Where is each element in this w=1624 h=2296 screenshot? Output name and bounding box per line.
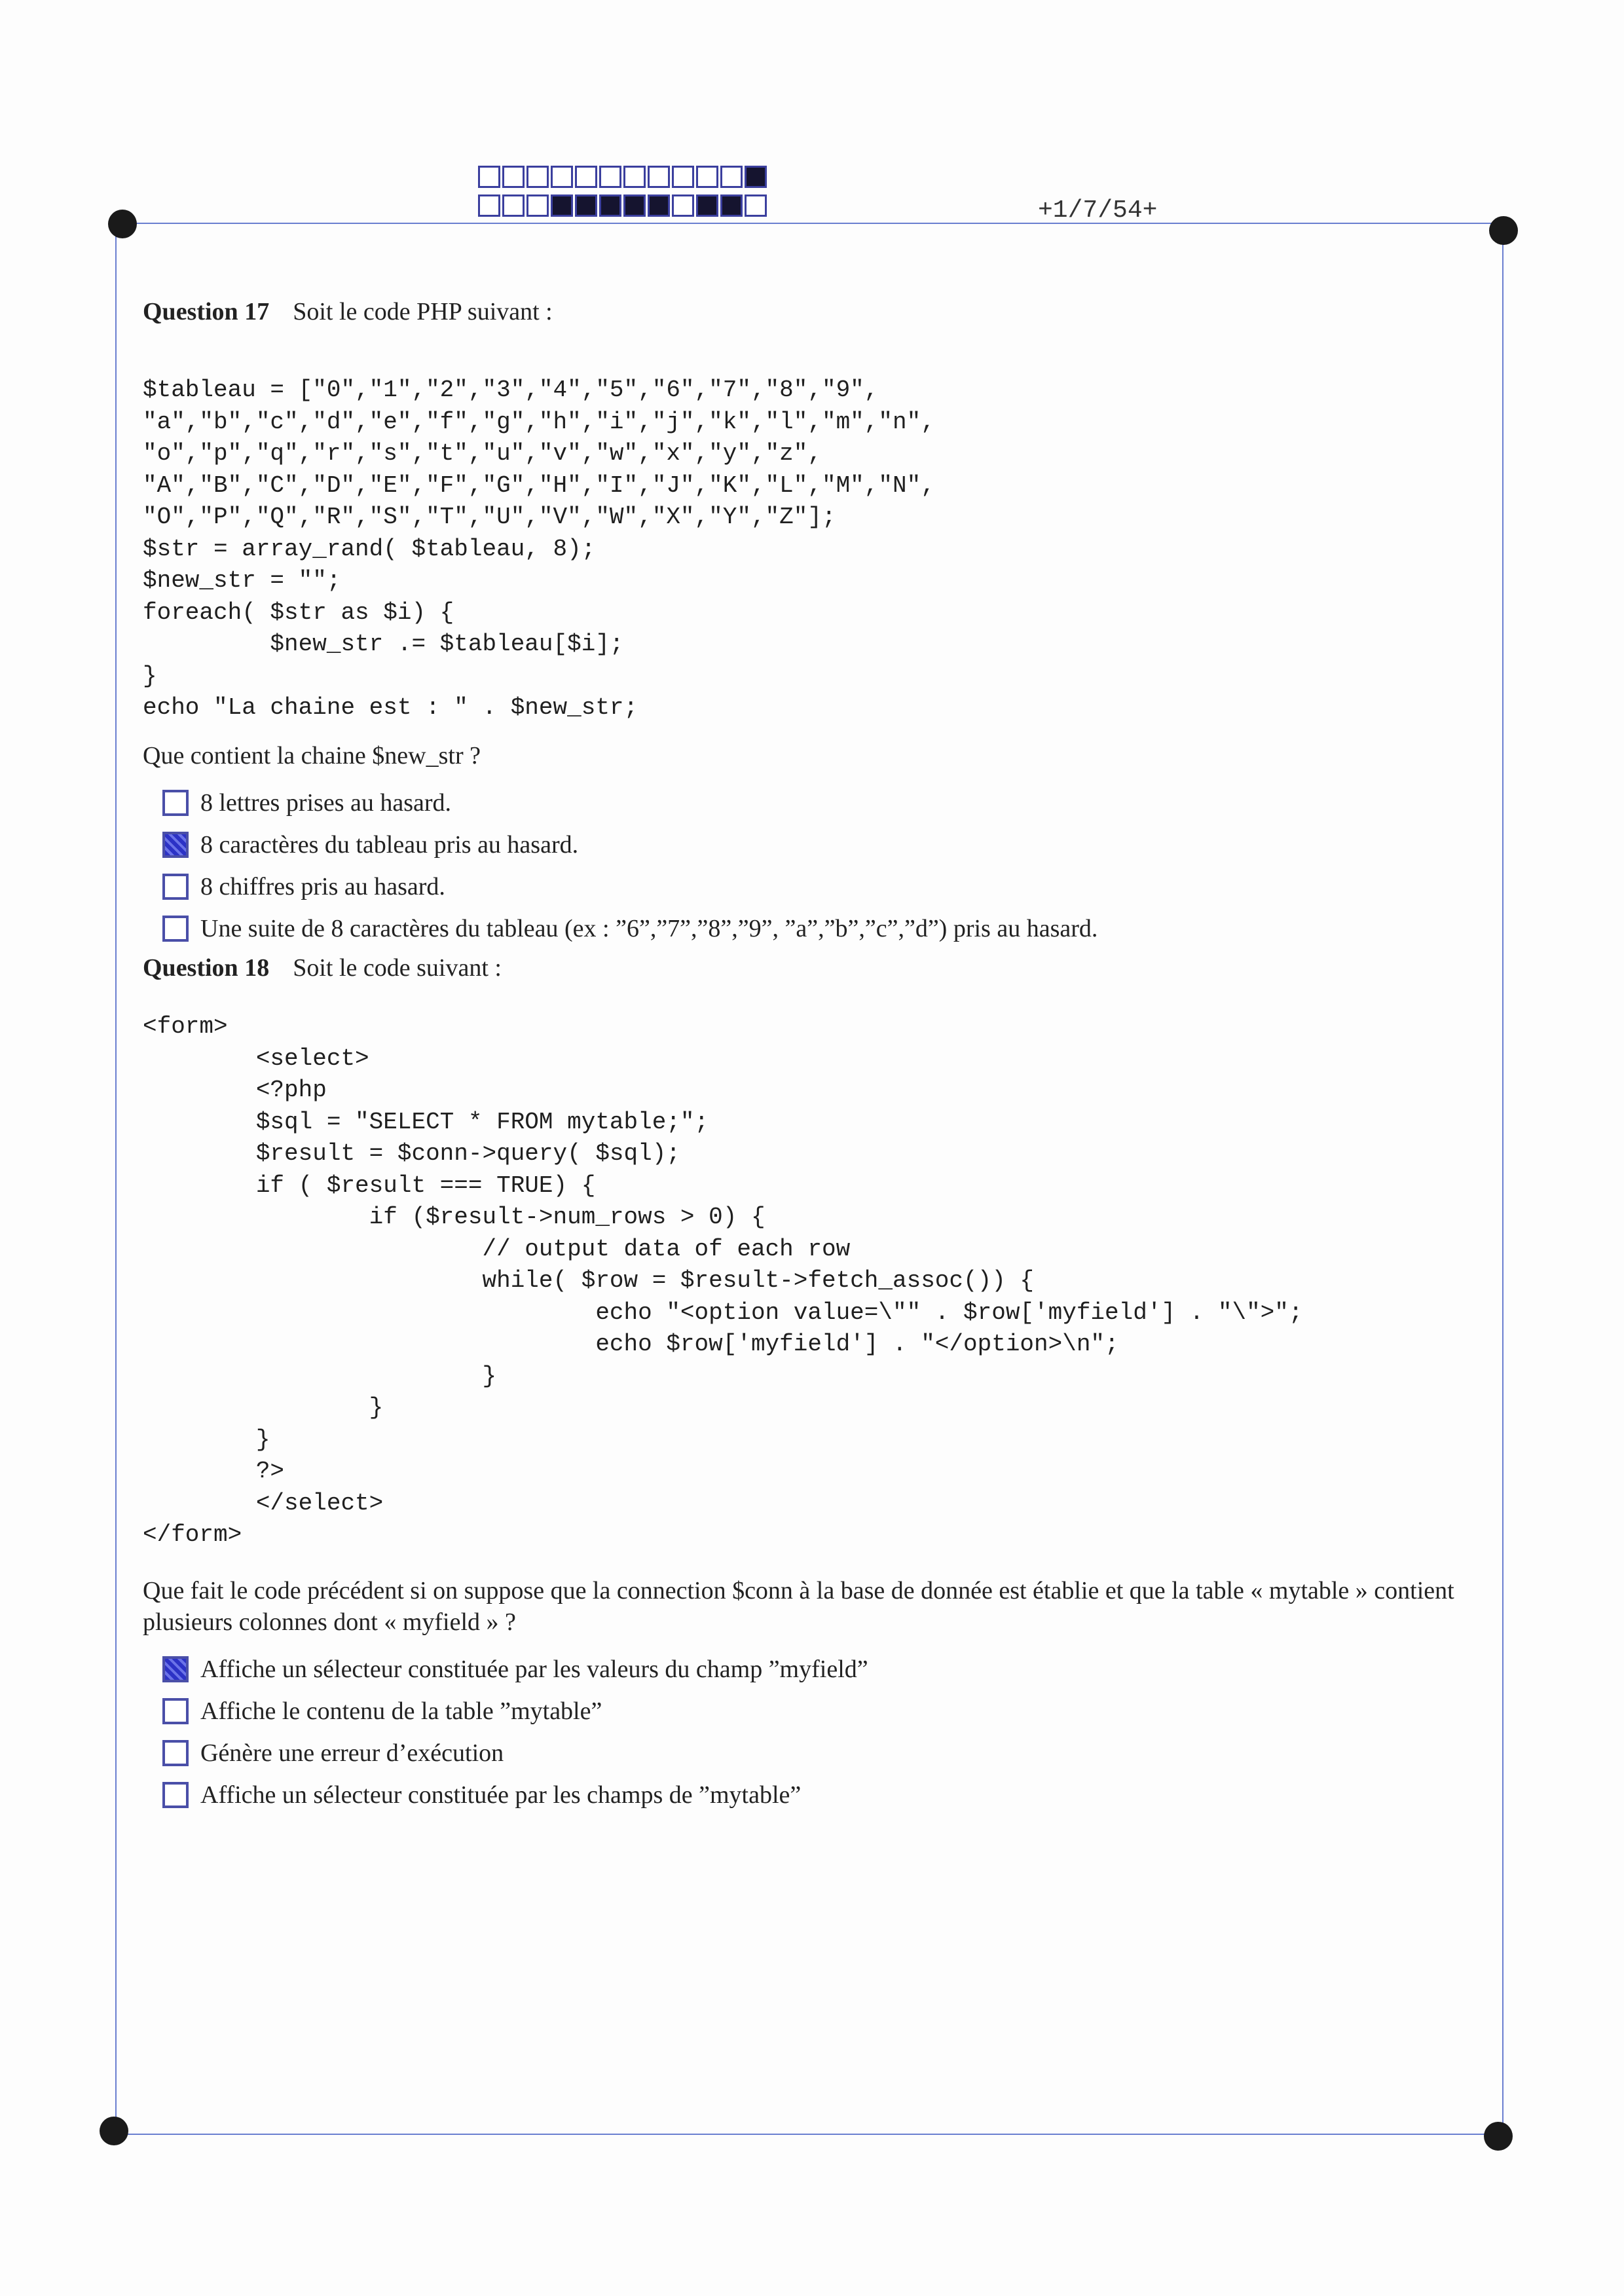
answer-list xyxy=(143,782,1479,950)
page-code: +1/7/54+ xyxy=(1038,196,1158,225)
answer-option[interactable] xyxy=(143,824,1479,866)
id-grid-cell xyxy=(648,166,670,188)
answer-list xyxy=(143,1648,1479,1816)
student-id-grid xyxy=(478,166,769,223)
id-grid-cell xyxy=(575,166,597,188)
id-grid-cell xyxy=(623,194,646,217)
answer-checkbox[interactable] xyxy=(162,790,189,816)
id-grid-cell xyxy=(648,194,670,217)
question-18 xyxy=(143,952,1479,1816)
answer-text: Affiche un sélecteur constituée par les valeurs du champ ”myfield” xyxy=(200,1655,868,1683)
code-block: $tableau = ["0","1","2","3","4","5","6","7","8","9", "a","b","c","d","e","f","g","h","i","j","k","l","m","n", "o","p","q","r","s","t","u","v","w","x","y","z", "A","B","C","D","E","F","G","H","I","J","K","L","M","N", "O","P","Q","R","S","T","U","V","W","X","Y","Z"]; $str = array_rand( $tableau, 8); $new_str = ""; foreach( $str as $i) { $new_str .= $tableau[$i]; } echo "La chaine est : " . $new_str; xyxy=(143,377,935,721)
question-label: Question 18 xyxy=(143,954,270,982)
id-grid-cell xyxy=(526,194,549,217)
id-grid-cell xyxy=(526,166,549,188)
question-17 xyxy=(143,296,1479,950)
id-grid-cell xyxy=(696,194,718,217)
answer-option[interactable] xyxy=(143,782,1479,824)
question-prompt: Que contient la chaine $new_str ? xyxy=(143,741,481,769)
id-grid-cell xyxy=(502,166,525,188)
id-grid-cell xyxy=(599,166,621,188)
answer-option[interactable] xyxy=(143,866,1479,908)
question-intro: Soit le code suivant : xyxy=(293,954,502,982)
question-header xyxy=(143,296,1479,327)
id-grid-cell xyxy=(720,166,743,188)
id-grid-cell xyxy=(478,166,500,188)
answer-checkbox[interactable] xyxy=(162,1740,189,1766)
answer-text: Une suite de 8 caractères du tableau (ex : ”6”,”7”,”8”,”9”, ”a”,”b”,”c”,”d”) pris au hasard. xyxy=(200,914,1098,942)
code-block: <form> <select> <?php $sql = "SELECT * FROM mytable;"; $result = $conn->query( $sql); if ( $result === TRUE) { if ($result->num_rows > 0) { // output data of each row while( $row = $result->fetch_assoc()) { echo "<option value=\"" . $row['myfield'] . "\">"; echo $row['myfield'] . "</option>\n"; } } } ?> </select> </form> xyxy=(143,1013,1303,1548)
question-intro: Soit le code PHP suivant : xyxy=(293,298,553,325)
answer-text: 8 lettres prises au hasard. xyxy=(200,788,452,817)
answer-checkbox[interactable] xyxy=(162,916,189,942)
registration-mark-bottom-right xyxy=(1484,2122,1513,2151)
id-grid-cell xyxy=(599,194,621,217)
id-grid-cell xyxy=(575,194,597,217)
answer-text: Génère une erreur d’exécution xyxy=(200,1739,504,1767)
answer-option[interactable] xyxy=(143,1732,1479,1774)
answer-text: 8 chiffres pris au hasard. xyxy=(200,872,445,900)
id-grid-cell xyxy=(551,166,573,188)
answer-checkbox[interactable] xyxy=(162,1656,189,1682)
answer-checkbox[interactable] xyxy=(162,1782,189,1808)
answer-option[interactable] xyxy=(143,1774,1479,1816)
answer-text: 8 caractères du tableau pris au hasard. xyxy=(200,830,579,859)
answer-text: Affiche le contenu de la table ”mytable” xyxy=(200,1697,602,1725)
answer-option[interactable] xyxy=(143,1648,1479,1690)
id-grid-cell xyxy=(696,166,718,188)
id-grid-cell xyxy=(745,194,767,217)
id-grid-cell xyxy=(672,194,694,217)
answer-option[interactable] xyxy=(143,908,1479,950)
question-prompt: Que fait le code précédent si on suppose que la connection $conn à la base de donnée est établie et que la table « mytable » contient plusieurs colonnes dont « myfield » ? xyxy=(143,1576,1454,1636)
question-label: Question 17 xyxy=(143,298,270,325)
registration-mark-bottom-left xyxy=(100,2117,128,2145)
answer-text: Affiche un sélecteur constituée par les champs de ”mytable” xyxy=(200,1781,802,1809)
id-grid-row xyxy=(478,194,769,221)
id-grid-cell xyxy=(672,166,694,188)
answer-checkbox[interactable] xyxy=(162,832,189,858)
id-grid-row xyxy=(478,166,769,192)
id-grid-cell xyxy=(623,166,646,188)
answer-checkbox[interactable] xyxy=(162,1698,189,1724)
answer-option[interactable] xyxy=(143,1690,1479,1732)
id-grid-cell xyxy=(502,194,525,217)
registration-mark-top-left xyxy=(108,210,137,238)
id-grid-cell xyxy=(745,166,767,188)
answer-checkbox[interactable] xyxy=(162,874,189,900)
question-header xyxy=(143,952,1479,984)
id-grid-cell xyxy=(478,194,500,217)
registration-mark-top-right xyxy=(1489,216,1518,245)
id-grid-cell xyxy=(551,194,573,217)
id-grid-cell xyxy=(720,194,743,217)
